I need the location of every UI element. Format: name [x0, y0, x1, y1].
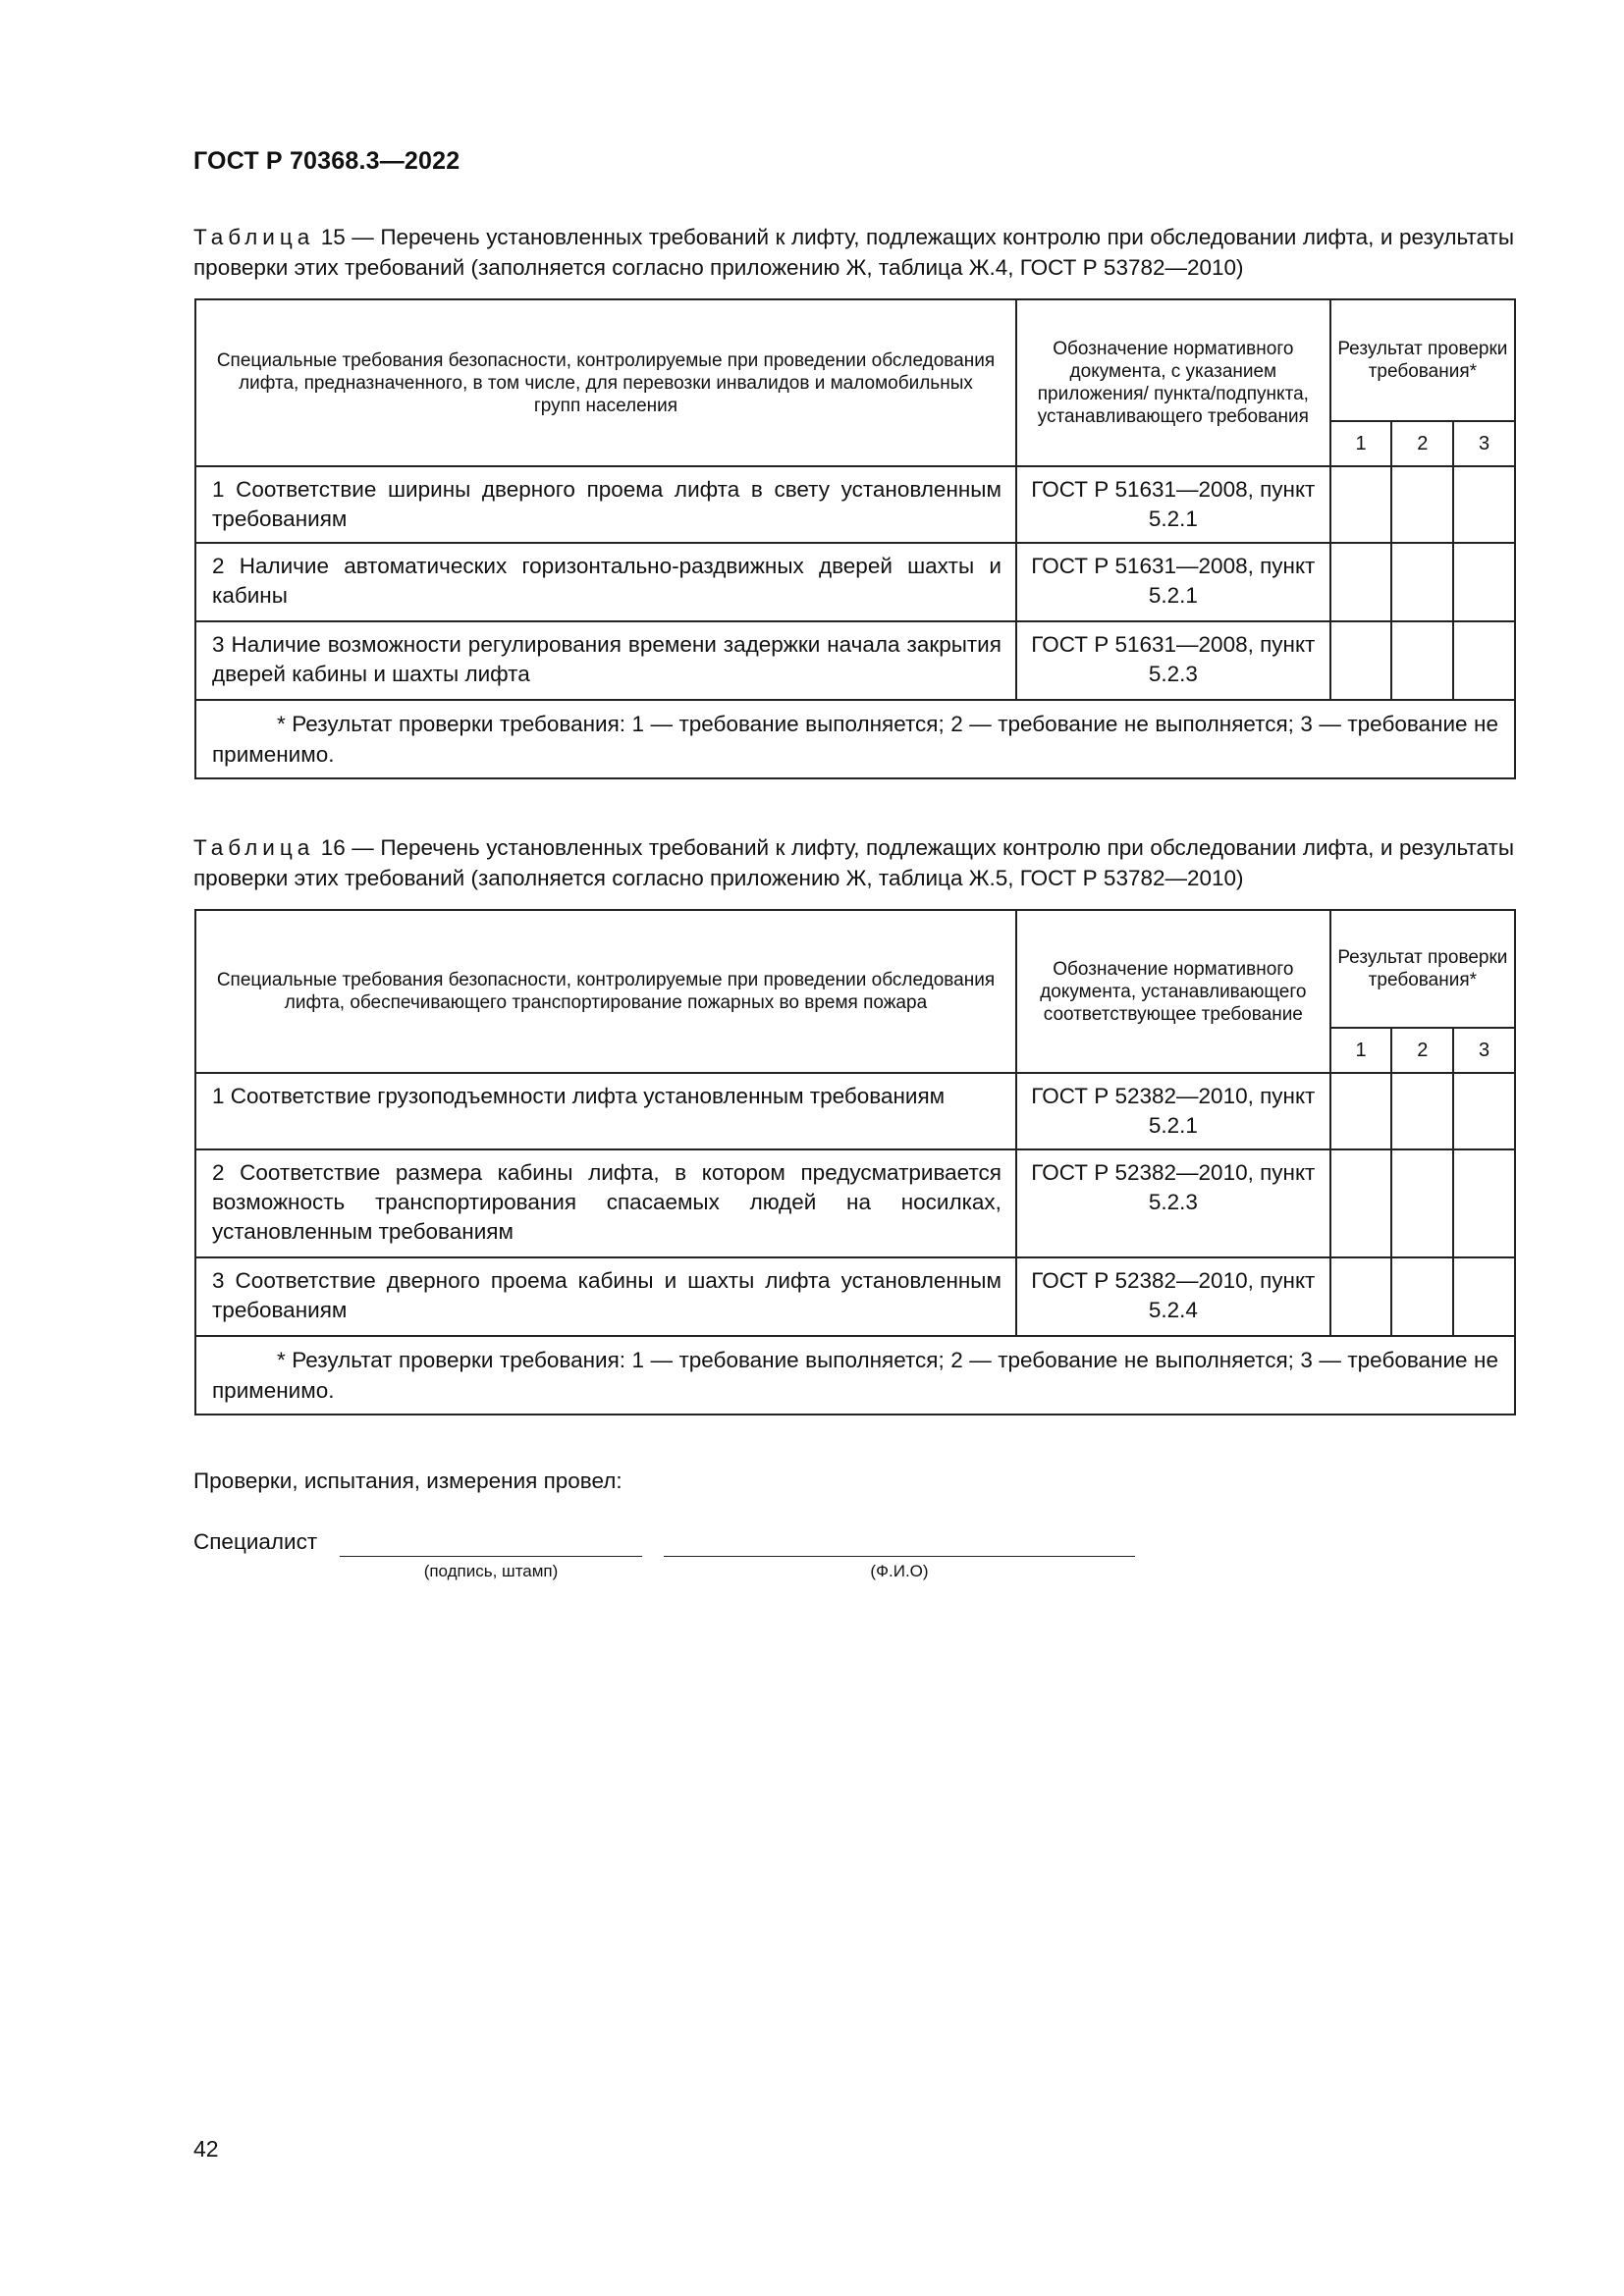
- table-15-caption: [193, 222, 1514, 283]
- table-caption-text: 16 — Перечень установленных требований к лифту, подлежащих контролю при обследовании лифта, и результаты проверки этих требований (заполняется согласно приложению Ж, таблица Ж.5, ГОСТ Р 53782—2010): [193, 835, 1514, 890]
- result-cell-3: [1453, 621, 1515, 700]
- table-row: [195, 621, 1515, 700]
- specialist-label: Специалист: [193, 1529, 318, 1554]
- table-note-row: [195, 700, 1515, 778]
- requirement-reference: ГОСТ Р 52382—2010, пункт 5.2.4: [1016, 1257, 1330, 1336]
- table-row: [195, 1257, 1515, 1336]
- table-row: [195, 1073, 1515, 1149]
- inspection-performed-label: Проверки, испытания, измерения провел:: [193, 1468, 623, 1493]
- result-cell-2: [1391, 1149, 1453, 1257]
- table-note-row: [195, 1336, 1515, 1415]
- requirements-table-16: [194, 909, 1516, 1415]
- table-16-caption: [193, 832, 1514, 893]
- result-cell-1: [1330, 466, 1392, 543]
- header-requirements: Специальные требования безопасности, контролируемые при проведении обследования лифта, предназначенного, в том числе, для перевозки инвалидов и маломобильных групп населения: [195, 299, 1016, 466]
- table-row: [195, 466, 1515, 543]
- requirement-text: 3 Наличие возможности регулирования времени задержки начала закрытия дверей кабины и шахты лифта: [195, 621, 1016, 700]
- requirement-text: 2 Наличие автоматических горизонтально-раздвижных дверей шахты и кабины: [195, 543, 1016, 621]
- result-cell-3: [1453, 1257, 1515, 1336]
- table-caption-prefix: Таблица: [193, 835, 315, 860]
- requirement-text: 2 Соответствие размера кабины лифта, в котором предусматривается возможность транспортирования спасаемых людей на носилках, установленным требованиям: [195, 1149, 1016, 1257]
- signature-hint: (подпись, штамп): [423, 1562, 559, 1580]
- header-result-col-2: 2: [1391, 1028, 1453, 1073]
- header-requirements: Специальные требования безопасности, контролируемые при проведении обследования лифта, обеспечивающего транспортирование пожарных во время пожара: [195, 910, 1016, 1073]
- full-name-hint: (Ф.И.О): [870, 1562, 929, 1580]
- header-result-col-3: 3: [1453, 421, 1515, 466]
- header-check-result: Результат проверки требования*: [1330, 299, 1515, 421]
- header-result-col-2: 2: [1391, 421, 1453, 466]
- requirement-reference: ГОСТ Р 52382—2010, пункт 5.2.3: [1016, 1149, 1330, 1257]
- result-cell-2: [1391, 1257, 1453, 1336]
- requirement-reference: ГОСТ Р 51631—2008, пункт 5.2.1: [1016, 543, 1330, 621]
- page-number: 42: [193, 2136, 219, 2162]
- header-result-col-3: 3: [1453, 1028, 1515, 1073]
- header-normative-document: Обозначение нормативного документа, устанавливающего соответствующее требование: [1016, 910, 1330, 1073]
- requirement-reference: ГОСТ Р 51631—2008, пункт 5.2.3: [1016, 621, 1330, 700]
- result-cell-1: [1330, 1073, 1392, 1149]
- result-cell-1: [1330, 1149, 1392, 1257]
- header-normative-document: Обозначение нормативного документа, с указанием приложения/ пункта/подпункта, устанавливающего требования: [1016, 299, 1330, 466]
- full-name-line[interactable]: [664, 1556, 1135, 1557]
- table-footnote: * Результат проверки требования: 1 — требование выполняется; 2 — требование не выполняется; 3 — требование не применимо.: [212, 712, 1498, 767]
- header-result-col-1: 1: [1330, 1028, 1392, 1073]
- result-cell-1: [1330, 543, 1392, 621]
- result-cell-3: [1453, 543, 1515, 621]
- result-cell-3: [1453, 1149, 1515, 1257]
- requirement-text: 1 Соответствие грузоподъемности лифта установленным требованиям: [195, 1073, 1016, 1149]
- result-cell-2: [1391, 466, 1453, 543]
- table-caption-prefix: Таблица: [193, 225, 315, 249]
- table-caption-text: 15 — Перечень установленных требований к лифту, подлежащих контролю при обследовании лифта, и результаты проверки этих требований (заполняется согласно приложению Ж, таблица Ж.4, ГОСТ Р 53782—2010): [193, 225, 1514, 280]
- requirements-table-15: [194, 298, 1516, 779]
- result-cell-2: [1391, 543, 1453, 621]
- requirement-text: 3 Соответствие дверного проема кабины и шахты лифта установленным требованиям: [195, 1257, 1016, 1336]
- result-cell-3: [1453, 466, 1515, 543]
- signature-line[interactable]: [340, 1556, 642, 1557]
- requirement-reference: ГОСТ Р 51631—2008, пункт 5.2.1: [1016, 466, 1330, 543]
- result-cell-2: [1391, 1073, 1453, 1149]
- result-cell-1: [1330, 1257, 1392, 1336]
- result-cell-3: [1453, 1073, 1515, 1149]
- result-cell-1: [1330, 621, 1392, 700]
- table-row: [195, 543, 1515, 621]
- table-footnote: * Результат проверки требования: 1 — требование выполняется; 2 — требование не выполняется; 3 — требование не применимо.: [212, 1348, 1498, 1403]
- table-row: [195, 1149, 1515, 1257]
- result-cell-2: [1391, 621, 1453, 700]
- requirement-reference: ГОСТ Р 52382—2010, пункт 5.2.1: [1016, 1073, 1330, 1149]
- header-result-col-1: 1: [1330, 421, 1392, 466]
- document-header: ГОСТ Р 70368.3—2022: [193, 147, 460, 175]
- header-check-result: Результат проверки требования*: [1330, 910, 1515, 1028]
- requirement-text: 1 Соответствие ширины дверного проема лифта в свету установленным требованиям: [195, 466, 1016, 543]
